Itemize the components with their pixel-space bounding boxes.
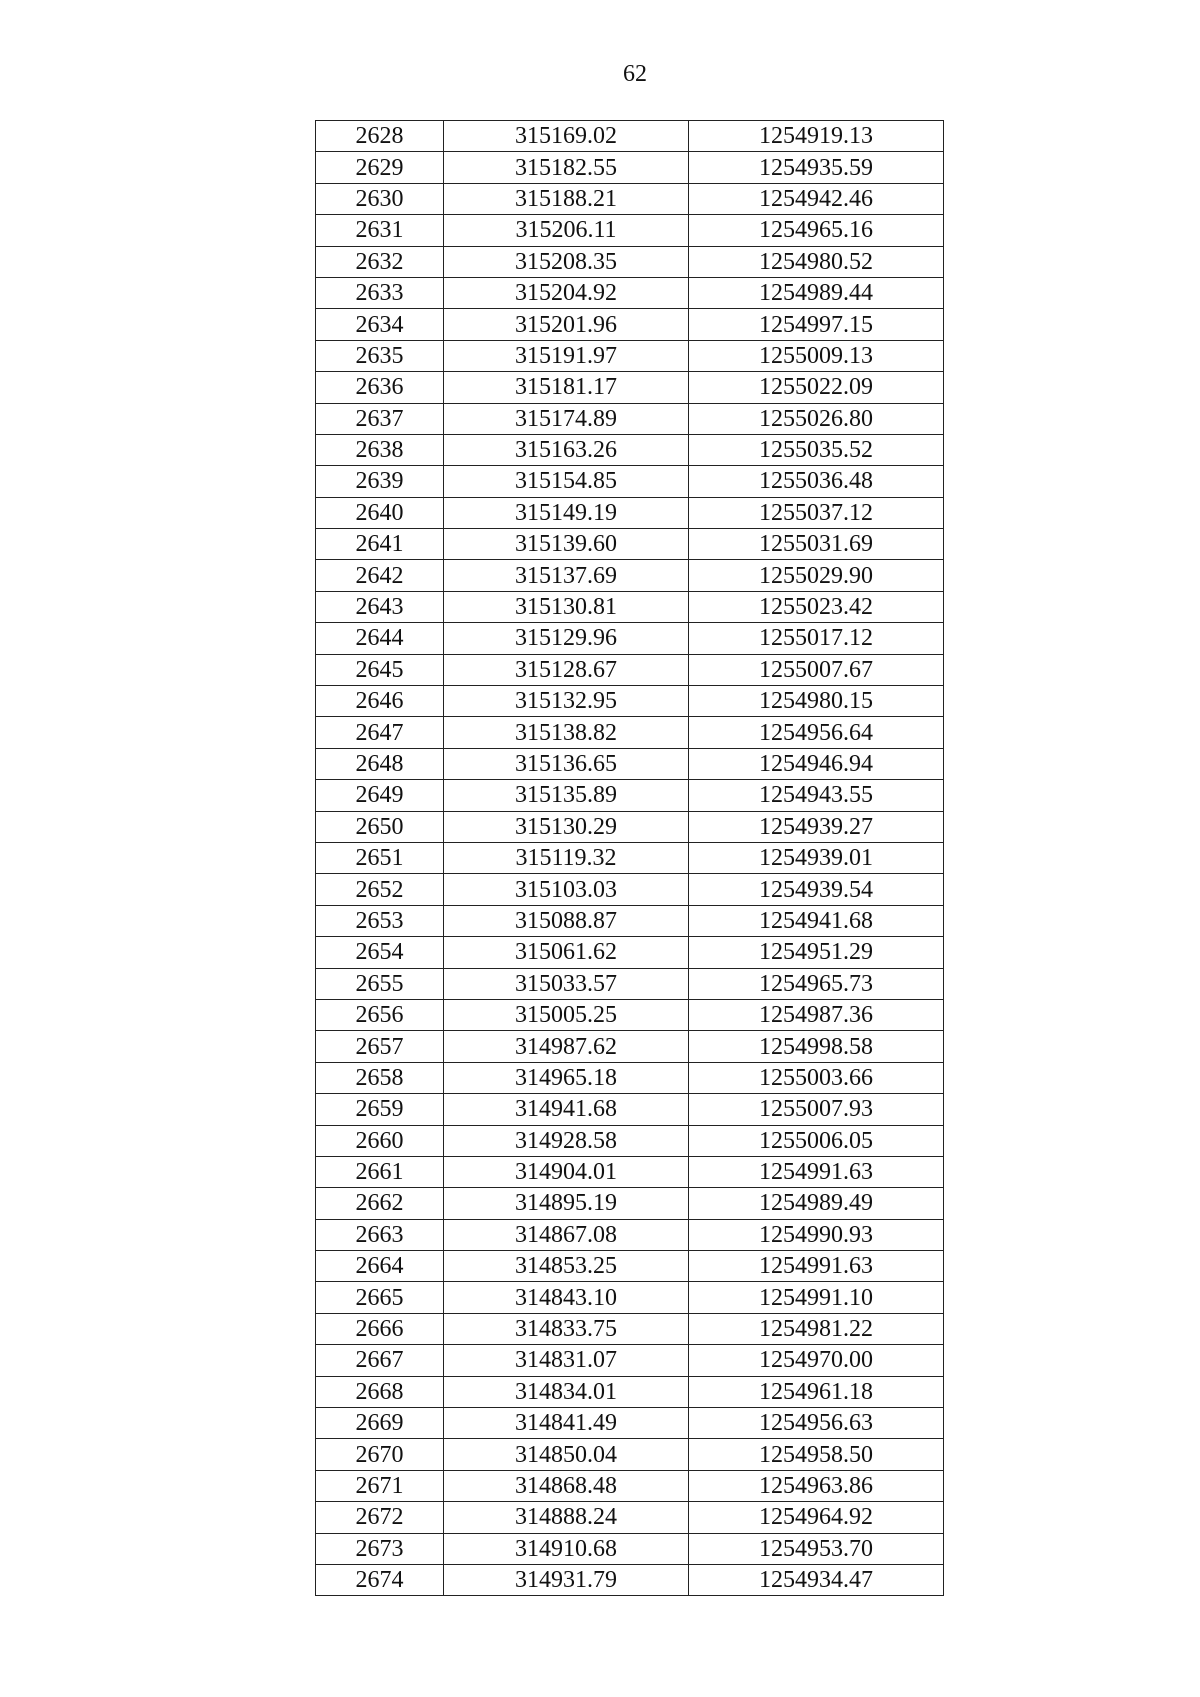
y-coordinate-cell: 1255036.48 [689, 466, 944, 497]
x-coordinate-cell: 315130.81 [444, 591, 689, 622]
point-number-cell: 2630 [316, 183, 444, 214]
table-row [316, 1313, 944, 1344]
table-row [316, 811, 944, 842]
point-number-cell: 2636 [316, 372, 444, 403]
y-coordinate-cell: 1254980.52 [689, 246, 944, 277]
point-number-cell: 2658 [316, 1062, 444, 1093]
table-row [316, 277, 944, 308]
y-coordinate-cell: 1254942.46 [689, 183, 944, 214]
y-coordinate-cell: 1254981.22 [689, 1313, 944, 1344]
table-row [316, 717, 944, 748]
point-number-cell: 2657 [316, 1031, 444, 1062]
x-coordinate-cell: 315137.69 [444, 560, 689, 591]
table-row [316, 623, 944, 654]
table-row [316, 842, 944, 873]
table-row [316, 403, 944, 434]
y-coordinate-cell: 1254935.59 [689, 152, 944, 183]
y-coordinate-cell: 1254956.64 [689, 717, 944, 748]
y-coordinate-cell: 1254990.93 [689, 1219, 944, 1250]
table-row [316, 1564, 944, 1595]
x-coordinate-cell: 315174.89 [444, 403, 689, 434]
point-number-cell: 2632 [316, 246, 444, 277]
y-coordinate-cell: 1255031.69 [689, 529, 944, 560]
x-coordinate-cell: 315119.32 [444, 842, 689, 873]
x-coordinate-cell: 314868.48 [444, 1470, 689, 1501]
y-coordinate-cell: 1255026.80 [689, 403, 944, 434]
table-row [316, 1533, 944, 1564]
y-coordinate-cell: 1254991.63 [689, 1251, 944, 1282]
y-coordinate-cell: 1255022.09 [689, 372, 944, 403]
table-row [316, 937, 944, 968]
x-coordinate-cell: 315201.96 [444, 309, 689, 340]
table-row [316, 1094, 944, 1125]
y-coordinate-cell: 1255007.93 [689, 1094, 944, 1125]
point-number-cell: 2652 [316, 874, 444, 905]
table-row [316, 654, 944, 685]
table-row [316, 434, 944, 465]
point-number-cell: 2644 [316, 623, 444, 654]
coordinates-table [315, 120, 944, 1596]
y-coordinate-cell: 1254997.15 [689, 309, 944, 340]
table-row [316, 748, 944, 779]
x-coordinate-cell: 315128.67 [444, 654, 689, 685]
point-number-cell: 2670 [316, 1439, 444, 1470]
y-coordinate-cell: 1254943.55 [689, 780, 944, 811]
x-coordinate-cell: 315061.62 [444, 937, 689, 968]
table-row [316, 1219, 944, 1250]
x-coordinate-cell: 314853.25 [444, 1251, 689, 1282]
point-number-cell: 2669 [316, 1408, 444, 1439]
x-coordinate-cell: 315163.26 [444, 434, 689, 465]
y-coordinate-cell: 1255017.12 [689, 623, 944, 654]
x-coordinate-cell: 314987.62 [444, 1031, 689, 1062]
point-number-cell: 2642 [316, 560, 444, 591]
y-coordinate-cell: 1255037.12 [689, 497, 944, 528]
x-coordinate-cell: 315132.95 [444, 686, 689, 717]
y-coordinate-cell: 1254989.44 [689, 277, 944, 308]
x-coordinate-cell: 314831.07 [444, 1345, 689, 1376]
point-number-cell: 2649 [316, 780, 444, 811]
table-row [316, 1282, 944, 1313]
x-coordinate-cell: 315182.55 [444, 152, 689, 183]
y-coordinate-cell: 1255006.05 [689, 1125, 944, 1156]
x-coordinate-cell: 314904.01 [444, 1156, 689, 1187]
table-row [316, 497, 944, 528]
point-number-cell: 2672 [316, 1502, 444, 1533]
table-row [316, 340, 944, 371]
x-coordinate-cell: 314895.19 [444, 1188, 689, 1219]
x-coordinate-cell: 314843.10 [444, 1282, 689, 1313]
point-number-cell: 2665 [316, 1282, 444, 1313]
table-row [316, 121, 944, 152]
x-coordinate-cell: 314867.08 [444, 1219, 689, 1250]
point-number-cell: 2673 [316, 1533, 444, 1564]
table-row [316, 968, 944, 999]
table-row [316, 905, 944, 936]
y-coordinate-cell: 1254998.58 [689, 1031, 944, 1062]
y-coordinate-cell: 1254939.54 [689, 874, 944, 905]
y-coordinate-cell: 1254934.47 [689, 1564, 944, 1595]
y-coordinate-cell: 1254991.10 [689, 1282, 944, 1313]
y-coordinate-cell: 1254991.63 [689, 1156, 944, 1187]
x-coordinate-cell: 314888.24 [444, 1502, 689, 1533]
x-coordinate-cell: 315181.17 [444, 372, 689, 403]
point-number-cell: 2667 [316, 1345, 444, 1376]
point-number-cell: 2646 [316, 686, 444, 717]
y-coordinate-cell: 1254970.00 [689, 1345, 944, 1376]
y-coordinate-cell: 1254919.13 [689, 121, 944, 152]
point-number-cell: 2648 [316, 748, 444, 779]
x-coordinate-cell: 315191.97 [444, 340, 689, 371]
table-row [316, 1502, 944, 1533]
table-row [316, 372, 944, 403]
x-coordinate-cell: 314928.58 [444, 1125, 689, 1156]
y-coordinate-cell: 1254946.94 [689, 748, 944, 779]
x-coordinate-cell: 315130.29 [444, 811, 689, 842]
table-row [316, 1156, 944, 1187]
table-row [316, 560, 944, 591]
table-row [316, 1470, 944, 1501]
table-row [316, 1031, 944, 1062]
point-number-cell: 2656 [316, 999, 444, 1030]
y-coordinate-cell: 1254987.36 [689, 999, 944, 1030]
point-number-cell: 2653 [316, 905, 444, 936]
x-coordinate-cell: 315088.87 [444, 905, 689, 936]
point-number-cell: 2633 [316, 277, 444, 308]
point-number-cell: 2660 [316, 1125, 444, 1156]
table-row [316, 215, 944, 246]
table-row [316, 686, 944, 717]
x-coordinate-cell: 315138.82 [444, 717, 689, 748]
point-number-cell: 2641 [316, 529, 444, 560]
y-coordinate-cell: 1255029.90 [689, 560, 944, 591]
x-coordinate-cell: 315139.60 [444, 529, 689, 560]
y-coordinate-cell: 1255023.42 [689, 591, 944, 622]
y-coordinate-cell: 1254964.92 [689, 1502, 944, 1533]
y-coordinate-cell: 1254961.18 [689, 1376, 944, 1407]
point-number-cell: 2674 [316, 1564, 444, 1595]
point-number-cell: 2643 [316, 591, 444, 622]
point-number-cell: 2654 [316, 937, 444, 968]
y-coordinate-cell: 1254939.27 [689, 811, 944, 842]
y-coordinate-cell: 1255007.67 [689, 654, 944, 685]
point-number-cell: 2635 [316, 340, 444, 371]
point-number-cell: 2640 [316, 497, 444, 528]
y-coordinate-cell: 1255009.13 [689, 340, 944, 371]
table-row [316, 1345, 944, 1376]
table-row [316, 466, 944, 497]
y-coordinate-cell: 1254958.50 [689, 1439, 944, 1470]
table-row [316, 1408, 944, 1439]
point-number-cell: 2647 [316, 717, 444, 748]
y-coordinate-cell: 1255003.66 [689, 1062, 944, 1093]
point-number-cell: 2629 [316, 152, 444, 183]
x-coordinate-cell: 314833.75 [444, 1313, 689, 1344]
y-coordinate-cell: 1254965.16 [689, 215, 944, 246]
point-number-cell: 2651 [316, 842, 444, 873]
point-number-cell: 2634 [316, 309, 444, 340]
x-coordinate-cell: 315204.92 [444, 277, 689, 308]
table-row [316, 1188, 944, 1219]
y-coordinate-cell: 1255035.52 [689, 434, 944, 465]
x-coordinate-cell: 315208.35 [444, 246, 689, 277]
point-number-cell: 2655 [316, 968, 444, 999]
table-row [316, 874, 944, 905]
point-number-cell: 2638 [316, 434, 444, 465]
x-coordinate-cell: 315149.19 [444, 497, 689, 528]
point-number-cell: 2666 [316, 1313, 444, 1344]
page-number: 62 [623, 61, 647, 87]
point-number-cell: 2650 [316, 811, 444, 842]
x-coordinate-cell: 314834.01 [444, 1376, 689, 1407]
y-coordinate-cell: 1254965.73 [689, 968, 944, 999]
x-coordinate-cell: 315206.11 [444, 215, 689, 246]
table-row [316, 152, 944, 183]
x-coordinate-cell: 314850.04 [444, 1439, 689, 1470]
point-number-cell: 2628 [316, 121, 444, 152]
x-coordinate-cell: 314841.49 [444, 1408, 689, 1439]
point-number-cell: 2645 [316, 654, 444, 685]
x-coordinate-cell: 314941.68 [444, 1094, 689, 1125]
y-coordinate-cell: 1254951.29 [689, 937, 944, 968]
x-coordinate-cell: 315005.25 [444, 999, 689, 1030]
y-coordinate-cell: 1254941.68 [689, 905, 944, 936]
point-number-cell: 2662 [316, 1188, 444, 1219]
y-coordinate-cell: 1254963.86 [689, 1470, 944, 1501]
table-row [316, 246, 944, 277]
point-number-cell: 2637 [316, 403, 444, 434]
point-number-cell: 2659 [316, 1094, 444, 1125]
y-coordinate-cell: 1254939.01 [689, 842, 944, 873]
point-number-cell: 2668 [316, 1376, 444, 1407]
point-number-cell: 2631 [316, 215, 444, 246]
table-row [316, 1062, 944, 1093]
table-row [316, 999, 944, 1030]
x-coordinate-cell: 315169.02 [444, 121, 689, 152]
x-coordinate-cell: 314910.68 [444, 1533, 689, 1564]
x-coordinate-cell: 315033.57 [444, 968, 689, 999]
table-row [316, 183, 944, 214]
table-row [316, 780, 944, 811]
table-row [316, 309, 944, 340]
x-coordinate-cell: 315136.65 [444, 748, 689, 779]
table-row [316, 1251, 944, 1282]
table-row [316, 1439, 944, 1470]
table-row [316, 1376, 944, 1407]
table-row [316, 529, 944, 560]
point-number-cell: 2663 [316, 1219, 444, 1250]
x-coordinate-cell: 315154.85 [444, 466, 689, 497]
x-coordinate-cell: 315103.03 [444, 874, 689, 905]
x-coordinate-cell: 315188.21 [444, 183, 689, 214]
point-number-cell: 2661 [316, 1156, 444, 1187]
x-coordinate-cell: 315129.96 [444, 623, 689, 654]
table-row [316, 591, 944, 622]
point-number-cell: 2671 [316, 1470, 444, 1501]
x-coordinate-cell: 314965.18 [444, 1062, 689, 1093]
y-coordinate-cell: 1254956.63 [689, 1408, 944, 1439]
point-number-cell: 2664 [316, 1251, 444, 1282]
y-coordinate-cell: 1254989.49 [689, 1188, 944, 1219]
y-coordinate-cell: 1254980.15 [689, 686, 944, 717]
y-coordinate-cell: 1254953.70 [689, 1533, 944, 1564]
x-coordinate-cell: 314931.79 [444, 1564, 689, 1595]
table-row [316, 1125, 944, 1156]
point-number-cell: 2639 [316, 466, 444, 497]
x-coordinate-cell: 315135.89 [444, 780, 689, 811]
coordinates-table-body [316, 121, 944, 1596]
